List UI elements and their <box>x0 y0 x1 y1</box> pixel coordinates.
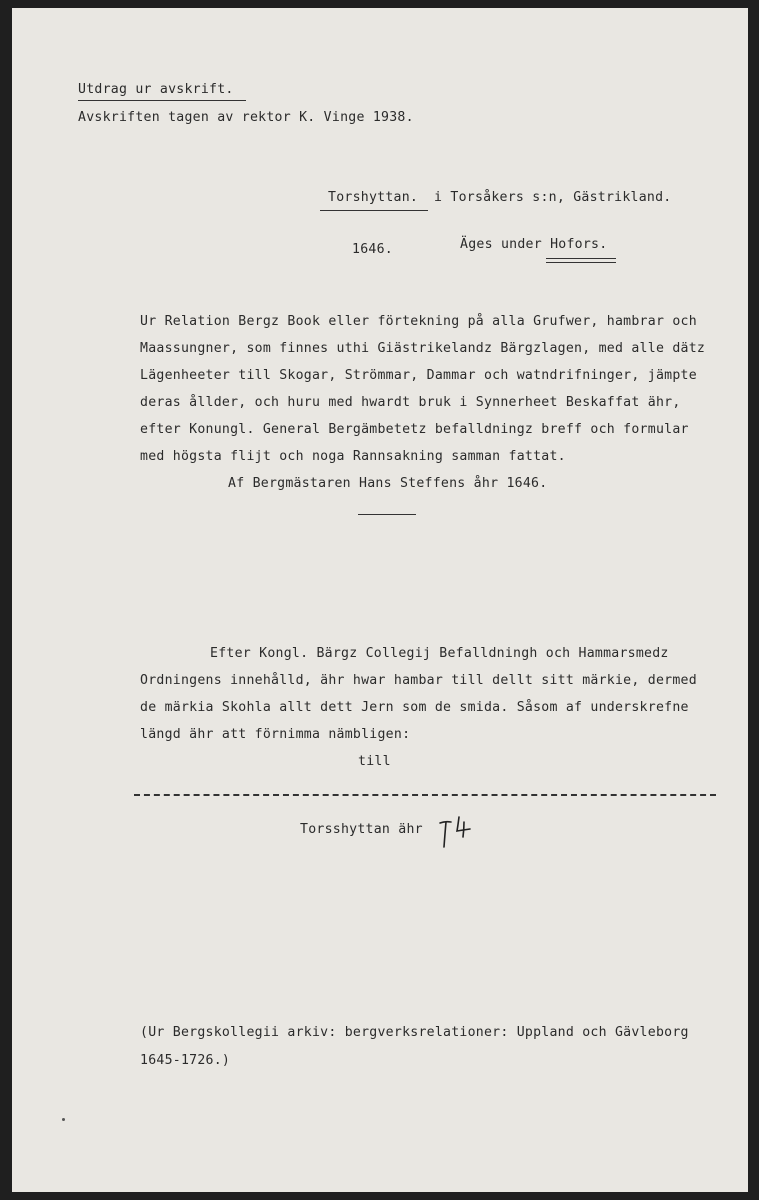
relation-line: efter Konungl. General Bergämbetetz befalldningz breff och formular <box>140 422 689 437</box>
location-parish: i Torsåkers s:n, Gästrikland. <box>434 190 672 205</box>
decree-line: Ordningens innehålld, ähr hwar hambar till dellt sitt märkie, dermed <box>140 673 697 688</box>
relation-line: Ur Relation Bergz Book eller förtekning på alla Grufwer, hambrar och <box>140 314 697 329</box>
mark-label: Torsshyttan ähr <box>300 822 423 837</box>
document-page <box>12 8 748 1192</box>
decree-line: längd ähr att förnimma nämbligen: <box>140 727 411 742</box>
decree-line: Efter Kongl. Bärgz Collegij Befalldningh och Hammarsmedz <box>210 646 669 661</box>
owner-underline-2 <box>546 262 616 263</box>
paper-speck <box>62 1118 65 1121</box>
hammer-mark-icon <box>437 813 487 849</box>
relation-signature: Af Bergmästaren Hans Steffens åhr 1646. <box>228 476 548 491</box>
source-line: (Ur Bergskollegii arkiv: bergverksrelationer: Uppland och Gävleborg <box>140 1025 689 1040</box>
header-title-underline <box>78 100 246 101</box>
owner-underline-1 <box>546 258 616 259</box>
header-subtitle: Avskriften tagen av rektor K. Vinge 1938. <box>78 110 414 125</box>
relation-line: Maassungner, som finnes uthi Giästrikelandz Bärgzlagen, med alle dätz <box>140 341 706 356</box>
decree-till: till <box>358 754 391 769</box>
decree-line: de märkia Skohla allt dett Jern som de smida. Såsom af underskrefne <box>140 700 689 715</box>
location-place-underline <box>320 210 428 211</box>
relation-line: Lägenheeter till Skogar, Strömmar, Dammar och watndrifninger, jämpte <box>140 368 697 383</box>
relation-line: deras ållder, och huru med hwardt bruk i Synnerheet Beskaffat ähr, <box>140 395 681 410</box>
source-line: 1645-1726.) <box>140 1053 231 1068</box>
header-title: Utdrag ur avskrift. <box>78 82 234 97</box>
location-year: 1646. <box>352 242 393 257</box>
dashed-separator <box>134 794 716 796</box>
section-divider <box>358 514 416 515</box>
location-place: Torshyttan. <box>328 190 419 205</box>
relation-line: med högsta flijt och noga Rannsakning samman fattat. <box>140 449 566 464</box>
location-owner: Äges under Hofors. <box>460 237 608 252</box>
